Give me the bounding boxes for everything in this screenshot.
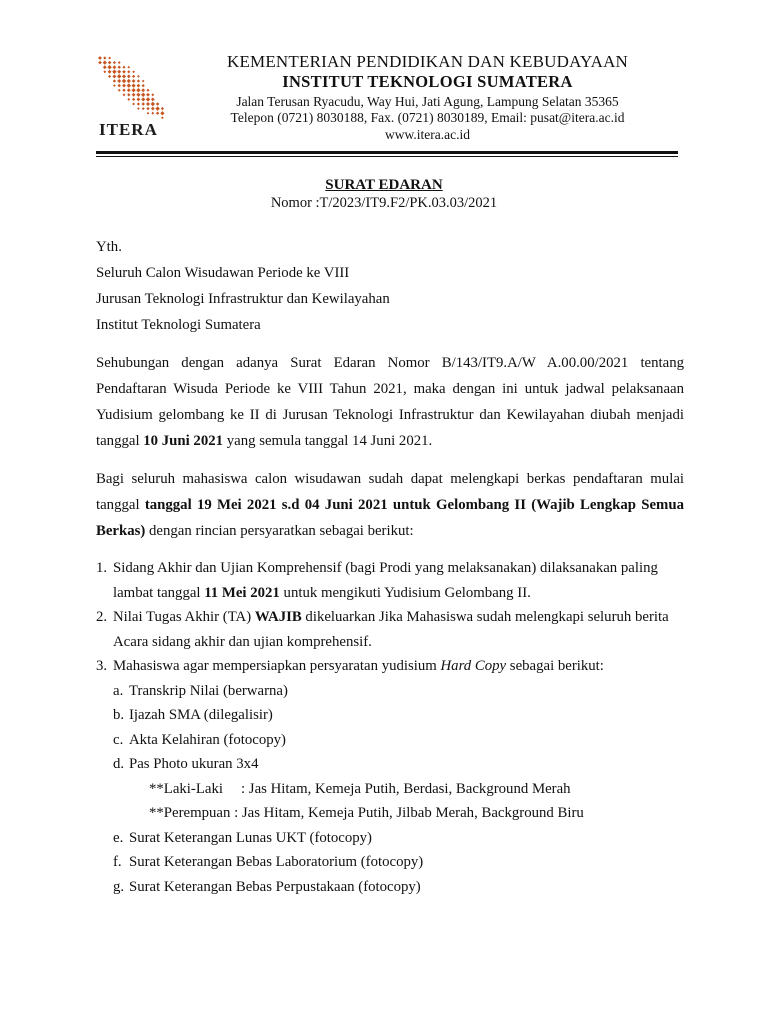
list-text: Sidang Akhir dan Ujian Komprehensif (bagi Prodi yang melaksanakan) dilaksanakan paling lambat tanggal [113,560,658,601]
recipient-line: Institut Teknologi Sumatera [96,317,261,333]
logo-dot [136,88,140,92]
logo-dot [117,65,120,68]
logo-dot [146,89,149,92]
sub-text: Akta Kelahiran (fotocopy) [129,731,286,748]
sub-letter: g. [113,878,125,895]
logo-dot [98,56,102,60]
logo-dot [112,74,116,78]
sub-text: Ijazah SMA (dilegalisir) [129,707,273,723]
list-number: 1. [96,560,108,576]
logo-dot [127,79,131,83]
list-item [96,556,684,605]
list-text: dikeluarkan Jika Mahasiswa sudah melengkapi seluruh berita Acara sidang akhir dan ujian komprehensif. [113,609,669,650]
sub-list [113,679,684,900]
letter-body [96,234,684,899]
photo-rule-label: **Laki-Laki [149,780,223,797]
logo-dot [141,102,145,106]
logo-dot [151,93,154,96]
logo-dot [113,84,116,87]
logo-dot [132,75,135,78]
sub-letter: f. [113,854,122,870]
logo-dot [117,79,121,83]
logo-dot [137,75,140,78]
logo-dot [98,61,102,65]
logo-dot [156,112,159,115]
paragraph-text: Sehubungan dengan adanya Surat Edaran Nomor B/143/IT9.A/W A.00.00/2021 tentang Pendaftaran Wisuda Periode ke VIII Tahun 2021, maka dengan ini untuk jadwal pelaksanaan Yudisium gelombang ke II di Jurusan Teknologi Infrastruktur dan Kewilayahan diubah menjadi tanggal [96,355,684,449]
logo-dot [118,89,121,92]
ministry-name: KEMENTERIAN PENDIDIKAN DAN KEBUDAYAAN [226,52,629,71]
institute-name: INSTITUT TEKNOLOGI SUMATERA [282,72,573,91]
logo-dot [141,97,145,101]
logo-dot [151,112,154,115]
photo-rule-text: : Jas Hitam, Kemeja Putih, Jilbab Merah, Background Biru [234,805,584,821]
logo-dot [132,93,136,97]
photo-rule-text: : Jas Hitam, Kemeja Putih, Berdasi, Background Merah [241,780,571,797]
letterhead [195,52,660,143]
logo-dot [118,84,121,87]
list-text: Nilai Tugas Akhir (TA) [113,609,255,625]
logo-dot [103,60,107,64]
sub-letter: e. [113,829,124,846]
logo-dot [151,107,155,111]
logo-dot [122,66,125,69]
logo-dot [132,98,135,101]
sub-text: Surat Keterangan Lunas UKT (fotocopy) [129,829,372,846]
paragraph-text: dengan rincian persyaratkan sebagai berikut: [145,523,414,539]
sub-list-item [113,728,684,753]
logo-dot [118,61,121,64]
paragraph-bold: tanggal 19 Mei 2021 s.d 04 Juni 2021 untuk Gelombang II (Wajib Lengkap Semua Berkas) [96,497,684,539]
logo-dot [142,80,145,83]
logo-dot [122,74,126,78]
logo-dot [160,111,164,115]
list-item [96,654,684,899]
list-item [96,605,684,654]
photo-rule-female [129,801,684,826]
list-number: 3. [96,658,108,674]
photo-rule-male [129,777,684,802]
sub-text: Transkrip Nilai (berwarna) [129,682,288,699]
logo-dot [151,98,155,102]
logo-dot [113,61,116,64]
letter-heading: SURAT EDARAN [325,177,443,193]
list-text: sebagai berikut: [506,658,604,674]
logo-dot [142,84,145,87]
logo-dot [146,107,149,110]
logo-dot [123,93,126,96]
sub-list-item [113,703,684,728]
logo-dot [132,103,135,106]
recipient-block [96,234,684,338]
logo-dot [127,93,130,96]
letter-title [0,176,768,212]
logo-dot [127,88,131,92]
logo-dot [146,93,150,97]
sub-text: Surat Keterangan Bebas Laboratorium (fotocopy) [129,854,424,870]
list-number: 2. [96,609,108,625]
logo-dot [137,107,140,110]
list-text: Mahasiswa agar mempersiapkan persyaratan yudisium [113,658,441,674]
logo-dot [108,70,112,74]
list-italic: Hard Copy [440,658,507,674]
logo-dot [113,79,116,82]
paragraph-text: yang semula tanggal 14 Juni 2021. [223,433,433,449]
logo-dot [122,70,126,74]
logo-dot [137,98,141,102]
logo-dot [127,98,130,101]
logo-dot [103,56,106,59]
logo-dot [108,57,111,60]
sub-letter: b. [113,707,125,723]
requirements-list [96,556,684,899]
logo-dot [146,102,150,106]
logo-dot [127,75,131,79]
logo-dot [127,66,130,69]
logo-dot [136,93,140,97]
logo-dot [122,89,125,92]
letterhead-divider-thin [96,156,678,157]
institute-contact: Telepon (0721) 8030188, Fax. (0721) 8030189, Email: pusat@itera.ac.id [230,110,625,125]
logo-dot [137,79,140,82]
logo-dot [103,70,106,73]
logo-dot [131,88,135,92]
paragraph-registration [96,466,684,544]
logo-dot [122,84,126,88]
sub-text: Surat Keterangan Bebas Perpustakaan (fotocopy) [129,878,421,895]
logo-dot [112,65,116,69]
paragraph-bold: 10 Juni 2021 [143,433,224,449]
photo-rule-label: **Perempuan [149,805,231,821]
logo-dot [151,102,155,106]
logo-dot [132,79,136,83]
logo-dot [117,74,121,78]
sub-list-item [113,875,684,900]
recipient-line: Jurusan Teknologi Infrastruktur dan Kewilayahan [96,291,390,307]
logo-dot [107,65,111,69]
logo-dot [117,70,121,74]
logo-text: ITERA [99,120,158,139]
logo-dot [122,79,126,83]
logo-dot [141,93,145,97]
logo-dot [146,97,150,101]
sub-letter: c. [113,731,124,748]
logo-dot [132,70,135,73]
logo-dot [127,83,131,87]
logo-dot [141,88,145,92]
paragraph-text: Bagi seluruh mahasiswa calon wisudawan sudah dapat melengkapi berkas pendaftaran mulai tanggal [96,471,684,513]
logo-dot [103,65,107,69]
logo-dot [142,107,145,110]
sub-list-item [113,679,684,704]
logo-dot [131,83,135,87]
logo-dot [155,106,159,110]
salutation: Yth. [96,239,122,255]
logo-dot [108,75,111,78]
logo-dot [127,70,130,73]
logo-dot [156,102,160,106]
logo-dot [147,112,150,115]
sub-list-item [113,850,684,875]
sub-list-item [113,826,684,851]
list-bold: 11 Mei 2021 [204,584,280,601]
letter-number: Nomor :T/2023/IT9.F2/PK.03.03/2021 [270,195,498,211]
letterhead-divider [96,151,678,154]
logo-dot [108,61,112,65]
sub-letter: a. [113,682,124,699]
institute-address: Jalan Terusan Ryacudu, Way Hui, Jati Agung, Lampung Selatan 35365 [236,94,619,109]
logo-dot [137,84,141,88]
list-bold: WAJIB [254,609,302,625]
logo-dot [137,102,140,105]
logo-dot [161,116,164,119]
sub-text: Pas Photo ukuran 3x4 [129,756,259,772]
paragraph-schedule [96,350,684,454]
logo-dot [112,70,116,74]
sub-letter: d. [113,756,125,772]
list-text: untuk mengikuti Yudisium Gelombang II. [279,584,531,601]
sub-list-item [113,752,684,826]
institute-website: www.itera.ac.id [385,127,470,142]
recipient-line: Seluruh Calon Wisudawan Periode ke VIII [96,265,350,281]
logo-dot [161,107,164,110]
